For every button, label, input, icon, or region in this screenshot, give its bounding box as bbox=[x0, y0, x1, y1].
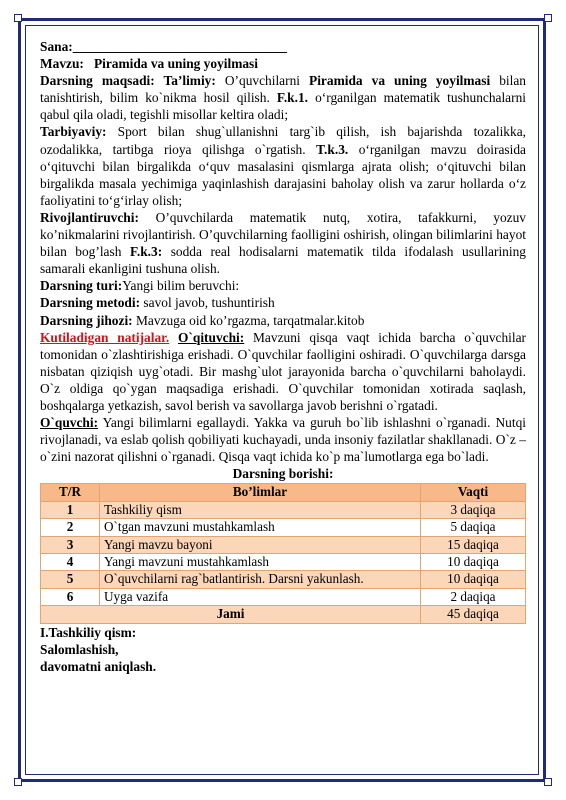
table-row: 2 O`tgan mavzuni mustahkamlash 5 daqiqa bbox=[41, 519, 526, 536]
lesson-schedule-table bbox=[40, 483, 526, 623]
table-row: 5 O`quvchilarni rag`batlantirish. Darsni yakunlash. 10 daqiqa bbox=[41, 571, 526, 588]
goal-developmental: Rivojlantiruvchi: O’quvchilarda matematik nutq, xotira, tafakkurni, yozuv ko’nikmalarini rivojlantirish. O’quvchilarning faolligini oshirish, olingan bilimlarini hayot bilan bog’lash F.k.3: sodda real hodisalarni matematik tilda ifodalash usullarining samarali ekanligini tushuna olish. bbox=[40, 209, 526, 277]
footer-line: davomatni aniqlash. bbox=[40, 658, 157, 674]
goal-educational: Darsning maqsadi: Ta’limiy: O’quvchilarni Piramida va uning yoyilmasi bilan tanishtirish, bilim ko`nikma hosil qilish. F.k.1. o‘rganilgan matematik tushunchalarni qabul qila oladi, tegishli misollar keltira oladi; bbox=[40, 73, 527, 123]
lesson-plan bbox=[40, 38, 526, 675]
lesson-method: Darsning metodi: savol javob, tushuntirish bbox=[40, 295, 275, 311]
corner-ornament bbox=[544, 14, 552, 22]
table-title: Darsning borishi: bbox=[232, 466, 334, 482]
expected-results-student: O`quvchi: Yangi bilimlarni egallaydi. Yakka va guruh bo`lib ishlashni o`rganadi. Nutqi rivojlanadi, va eslab qolish qobiliyati kuchayadi, unda insoniy fazilatlar shakllanadi. O`z – o`zini nazorat qilishni o`rganadi. Qisqa vaqt ichida ko`p ma`lumotlarga ega bo`ladi. bbox=[40, 415, 526, 465]
footer-line: Salomlashish, bbox=[40, 641, 119, 657]
header-sections: Bo’limlar bbox=[100, 484, 421, 501]
corner-ornament bbox=[14, 14, 22, 22]
goal-upbringing: Tarbiyaviy: Sport bilan shug`ullanishni targ`ib qilish, ish bajarishda tozalikka, ozodalikka, tartibga rioya qilishga o`rgatish. T.k.3. o‘rganilgan mavzu doirasida o‘qituvchi bilan birgalikda o‘quv masalasini qismlarga ajrata olish; o‘qituvchi bilan birgalikda masala yechimiga yaqinlashish darajasini baholay olish va zarur hollarda o‘z faoliyatini to‘g‘irlay olish; bbox=[40, 124, 526, 208]
topic-line: Mavzu: Piramida va uning yoyilmasi bbox=[40, 56, 258, 72]
table-row: 4 Yangi mavzuni mustahkamlash 10 daqiqa bbox=[41, 554, 526, 571]
section-heading: I.Tashkiliy qism: bbox=[40, 624, 137, 640]
header-time: Vaqti bbox=[421, 484, 526, 501]
date-line: Sana:________________________________ bbox=[40, 39, 287, 54]
table-header-row bbox=[41, 484, 526, 501]
header-tr: T/R bbox=[41, 484, 100, 501]
table-row: 3 Yangi mavzu bayoni 15 daqiqa bbox=[41, 536, 526, 553]
corner-ornament bbox=[544, 778, 552, 786]
table-row: 1 Tashkiliy qism 3 daqiqa bbox=[41, 501, 526, 518]
expected-results-teacher: Kutiladigan natijalar. O`qituvchi: Mavzuni qisqa vaqt ichida barcha o`quvchilar tomonidan o`zlashtirishiga erishadi. O`quvchilar faolligini oshiradi. O`quvchilarga darsga nisbatan qiziqish uyg`otadi. Bir mashg`ulot jarayonida barcha o`quvchilarni baholaydi. O`z oldiga qo`ygan maqsadiga erishadi. O`quvchilar tomonidan xotirada saqlash, boshqalarga yetkazish, savol berish va savollarga javob berishni o`rgatadi. bbox=[40, 329, 526, 413]
table-row: 6 Uyga vazifa 2 daqiqa bbox=[41, 588, 526, 605]
lesson-equipment: Darsning jihozi: Mavzuga oid ko’rgazma, tarqatmalar.kitob bbox=[40, 312, 365, 328]
corner-ornament bbox=[14, 778, 22, 786]
lesson-type: Darsning turi:Yangi bilim beruvchi: bbox=[40, 278, 240, 294]
table-total-row: Jami 45 daqiqa bbox=[41, 606, 526, 623]
